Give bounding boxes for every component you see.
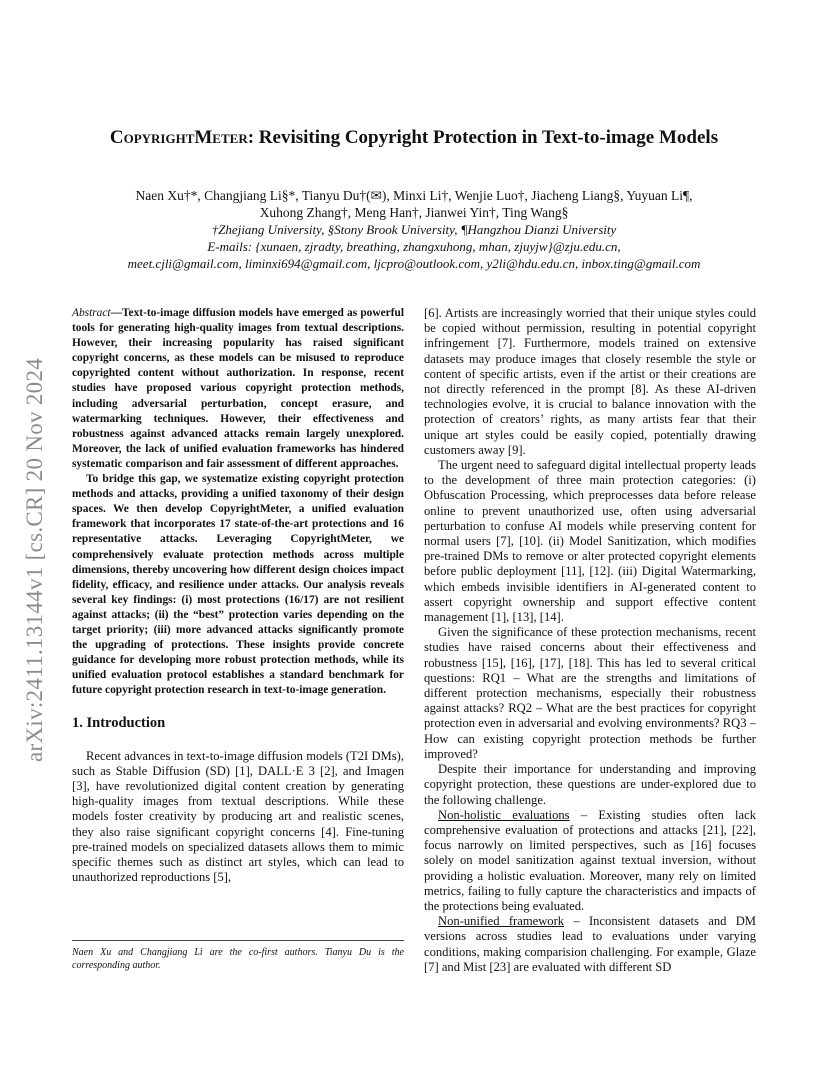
paper-title — [60, 127, 768, 149]
right-paragraph-1: [6]. Artists are increasingly worried that their unique styles could be copied without permission, resulting in potential copyright infringement [7]. Furthermore, models trained on extensive datasets may produce images that closely resemble the style or content of specific artists, even if the artist or their creations are not directly referenced in the prompt [8]. As these AI-driven technologies evolve, it is crucial to balance innovation with the protection of creators’ rights, as many artists fear that their unique art styles could be easily copied, potentially drawing customers away [9]. — [424, 306, 756, 457]
intro-paragraph-1: Recent advances in text-to-image diffusion models (T2I DMs), such as Stable Diffusion (SD) [1], DALL·E 3 [2], and Imagen [3], have revolutionized digital content creation by generating high-quality images from textual descriptions. While these models foster creativity by producing art and realistic scenes, they also raise significant copyright concerns [4]. Fine-tuning pre-trained models on specialized datasets allows them to mimic specific themes such as distinct art styles, which can lead to unauthorized reproductions [5], — [72, 748, 404, 885]
right-paragraph-4: Despite their importance for understanding and improving copyright protection, these questions are under-explored due to the following challenge. — [424, 762, 756, 807]
author-line-2: Xuhong Zhang†, Meng Han†, Jianwei Yin†, Ting Wang§ — [259, 205, 569, 220]
abstract-label: Abstract — [72, 307, 111, 319]
title-rest: : Revisiting Copyright Protection in Text-to-image Models — [247, 127, 719, 148]
non-holistic-label: Non-holistic evaluations — [438, 807, 570, 822]
abstract-paragraph-2: To bridge this gap, we systematize existing copyright protection methods and attacks, providing a unified taxonomy of their design spaces. We then develop CopyrightMeter, a unified evaluation framework that incorporates 17 state-of-the-art protections and 16 representative attacks. Leveraging CopyrightMeter, we comprehensively evaluate protection methods across multiple dimensions, thereby uncovering how different design choices impact fidelity, efficacy, and resilience under attacks. Our analysis reveals several key findings: (i) most protections (16/17) are not resilient against attacks; (ii) the “best” protection varies depending on the target priority; (iii) more advanced attacks significantly promote the upgrading of protections. These insights provide concrete guidance for developing more robust protection methods, while its unified evaluation protocol establishes a standard benchmark for future copyright protection research in text-to-image generation. — [72, 473, 404, 697]
abstract — [72, 306, 404, 698]
title-smallcaps: CopyrightMeter — [109, 127, 248, 148]
right-column — [424, 306, 756, 975]
emails-line-1: E-mails: {xunaen, zjradty, breathing, zhangxuhong, mhan, zjuyjw}@zju.edu.cn, — [207, 239, 621, 254]
non-unified-label: Non-unified framework — [438, 914, 565, 929]
emails-line-2: meet.cjli@gmail.com, liminxi694@gmail.com, ljcpro@outlook.com, y2li@hdu.edu.cn, inbox.ting@gmail.com — [127, 256, 701, 271]
author-block — [60, 187, 768, 272]
introduction-body — [72, 749, 404, 886]
right-paragraph-2: The urgent need to safeguard digital intellectual property leads to the development of three main protection categories: (i) Obfuscation Processing, which preprocesses data before release online to prevent unauthorized use, often using adversarial perturbation to confuse AI models while preserving content for normal users [7], [10]. (ii) Model Sanitization, which modifies pre-trained DMs to remove or alter protected copyright elements before public deployment [11], [12]. (iii) Digital Watermarking, which embeds invisible identifiers in AI-generated content to assert copyright ownership and support effective content management [1], [13], [14]. — [424, 458, 756, 625]
right-paragraph-3: Given the significance of these protection mechanisms, recent studies have raised concerns about their effectiveness and robustness [15], [16], [17], [18]. This has led to several critical questions: RQ1 – What are the strengths and limitations of different protection mechanisms, especially their robustness against attacks? RQ2 – What are the best practices for copyright protection even in adversarial and evolving environments? RQ3 – How can existing copyright protection methods be further improved? — [424, 625, 756, 761]
right-paragraph-5 — [424, 808, 756, 914]
non-unified-text: – Inconsistent datasets and DM versions across studies lead to evaluations under varying conditions, making comparision challenging. For example, Glaze [7] and Mist [23] are evaluated with different SD — [424, 914, 756, 974]
author-line-1: Naen Xu†*, Changjiang Li§*, Tianyu Du†(✉), Minxi Li†, Wenjie Luo†, Jiacheng Liang§, Yuyuan Li¶, — [135, 188, 693, 203]
abstract-text-1: —Text-to-image diffusion models have emerged as powerful tools for generating high-quality images from textual descriptions. However, their increasing popularity has raised significant copyright concerns, as these models can be misused to reproduce copyrighted content without authorization. In response, recent studies have proposed various copyright protection methods, including adversarial perturbation, concept erasure, and watermarking techniques. However, their effectiveness and robustness against advanced attacks remain largely unexplored. Moreover, the lack of unified evaluation frameworks has hindered systematic comparison and fair assessment of different approaches. — [72, 307, 404, 470]
non-holistic-text: – Existing studies often lack comprehensive evaluation of protections and attacks [21], [22], focus narrowly on limited perspectives, such as [16] focuses solely on model sanitization against textual inversion, without providing a holistic evaluation. Moreover, many rely on limited metrics, failing to fully capture the characteristics and impacts of the protections being evaluated. — [424, 807, 756, 913]
left-column — [72, 306, 404, 885]
footnote: Naen Xu and Changjiang Li are the co-first authors. Tianyu Du is the corresponding author. — [72, 940, 404, 972]
abstract-paragraph-1 — [72, 306, 404, 472]
affiliations: †Zhejiang University, §Stony Brook University, ¶Hangzhou Dianzi University — [211, 222, 617, 237]
arxiv-identifier: arXiv:2411.13144v1 [cs.CR] 20 Nov 2024 — [22, 357, 47, 762]
section-heading-introduction: 1. Introduction — [72, 715, 166, 732]
right-paragraph-6 — [424, 914, 756, 975]
